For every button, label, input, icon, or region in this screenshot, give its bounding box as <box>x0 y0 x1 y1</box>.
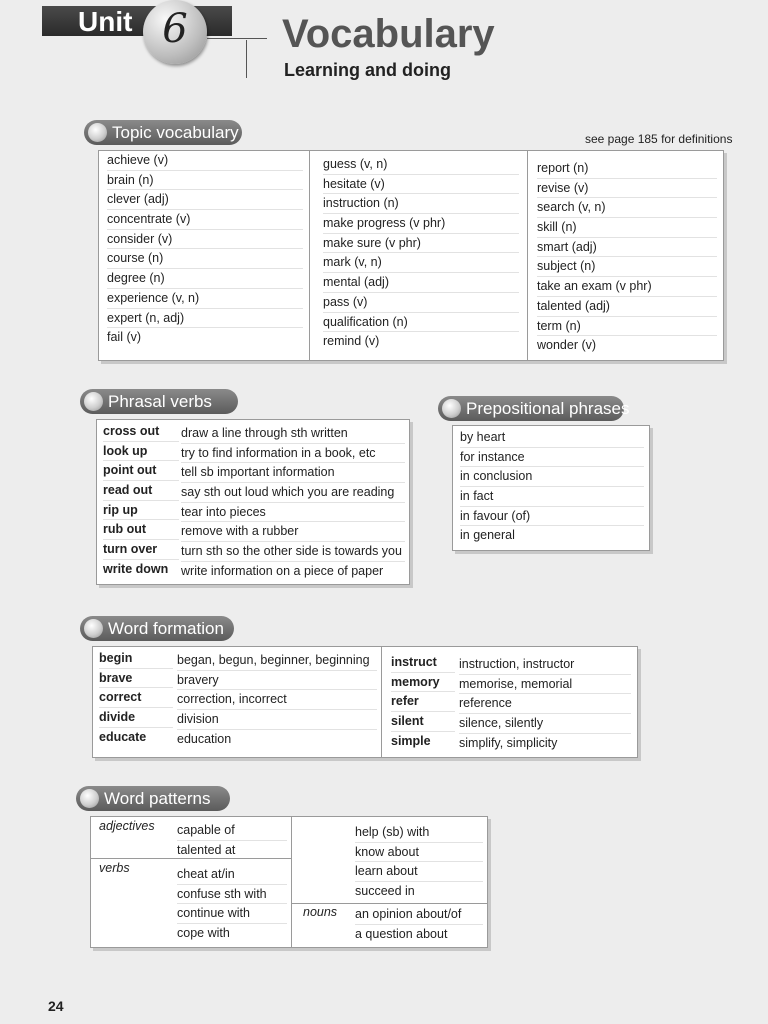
derived-forms: education <box>177 731 232 746</box>
nouns-label: nouns <box>303 905 338 919</box>
phrasal-meaning: draw a line through sth written <box>181 424 405 444</box>
right-verbs-col <box>355 823 483 902</box>
list-item: brain (n) <box>107 171 303 191</box>
column-divider <box>527 151 528 360</box>
list-item: expert (n, adj) <box>107 309 303 329</box>
list-item: term (n) <box>537 317 717 337</box>
list-item: instruction (n) <box>323 194 519 214</box>
phrasal-meaning: turn sth so the other side is towards you <box>181 542 405 562</box>
topic-col-1 <box>107 151 303 348</box>
derived-forms: reference <box>459 694 631 714</box>
list-item: concentrate (v) <box>107 210 303 230</box>
phrasal-verbs-col <box>103 422 179 580</box>
header-divider <box>207 38 267 39</box>
word-formation-table <box>92 646 638 758</box>
pattern-item: succeed in <box>355 884 415 899</box>
pattern-item: an opinion about/of <box>355 905 483 925</box>
column-divider <box>381 647 382 757</box>
pattern-item: cheat at/in <box>177 865 287 885</box>
column-divider <box>309 151 310 360</box>
list-item: revise (v) <box>537 179 717 199</box>
phrasal-meaning: tell sb important information <box>181 463 405 483</box>
pattern-item: cope with <box>177 926 230 941</box>
phrasal-meaning: write information on a piece of paper <box>181 563 384 578</box>
topic-vocabulary-heading <box>84 120 242 145</box>
list-item: consider (v) <box>107 230 303 250</box>
pattern-item: know about <box>355 843 483 863</box>
column-divider <box>291 817 292 947</box>
base-word: instruct <box>391 653 455 673</box>
phrasal-verb: read out <box>103 481 179 501</box>
base-word: brave <box>99 669 173 689</box>
base-word: simple <box>391 733 431 748</box>
base-word: correct <box>99 688 173 708</box>
list-item: skill (n) <box>537 218 717 238</box>
adjectives-col <box>177 821 287 860</box>
list-item: guess (v, n) <box>323 155 519 175</box>
base-word: educate <box>99 729 147 744</box>
list-item: course (n) <box>107 249 303 269</box>
derived-forms: correction, incorrect <box>177 690 377 710</box>
phrasal-meanings-col <box>181 424 405 582</box>
prepositional-phrases-heading <box>438 396 630 421</box>
formation-right-forms <box>459 655 631 753</box>
section-heading-label: Topic vocabulary <box>112 123 239 142</box>
bullet-icon <box>88 123 107 142</box>
list-item: experience (v, n) <box>107 289 303 309</box>
bullet-icon <box>442 399 461 418</box>
derived-forms: bravery <box>177 671 377 691</box>
phrasal-verbs-heading <box>80 389 238 414</box>
list-item: search (v, n) <box>537 198 717 218</box>
list-item: clever (adj) <box>107 190 303 210</box>
list-item: in fact <box>460 487 644 507</box>
phrasal-meaning: tear into pieces <box>181 503 405 523</box>
derived-forms: instruction, instructor <box>459 655 631 675</box>
phrasal-meaning: say sth out loud which you are reading <box>181 483 405 503</box>
derived-forms: division <box>177 710 377 730</box>
phrasal-verb: look up <box>103 442 179 462</box>
page-title: Vocabulary <box>282 12 495 56</box>
row-divider <box>291 903 487 904</box>
list-item: smart (adj) <box>537 238 717 258</box>
base-word: refer <box>391 692 455 712</box>
section-heading-label: Prepositional phrases <box>466 399 630 418</box>
formation-right-words <box>391 653 455 751</box>
list-item: mark (v, n) <box>323 253 519 273</box>
phrasal-verb: turn over <box>103 540 179 560</box>
topic-col-2 <box>323 155 519 352</box>
verbs-col <box>177 865 287 944</box>
list-item: by heart <box>460 428 644 448</box>
nouns-col <box>355 905 483 944</box>
list-item: qualification (n) <box>323 313 519 333</box>
prepositional-col <box>460 428 644 546</box>
word-formation-heading <box>80 616 234 641</box>
list-item: talented (adj) <box>537 297 717 317</box>
unit-number: 6 <box>162 6 188 52</box>
section-heading-label: Word formation <box>108 619 224 638</box>
topic-col-3 <box>537 159 717 356</box>
definitions-note: see page 185 for definitions <box>585 132 733 146</box>
unit-label: Unit <box>78 6 133 37</box>
pattern-item: help (sb) with <box>355 823 483 843</box>
page-subtitle: Learning and doing <box>284 60 451 80</box>
phrasal-verb: rub out <box>103 520 179 540</box>
list-item: in conclusion <box>460 467 644 487</box>
bullet-icon <box>84 619 103 638</box>
list-item: mental (adj) <box>323 273 519 293</box>
phrasal-verb: cross out <box>103 422 179 442</box>
topic-vocabulary-table <box>98 150 724 361</box>
prepositional-phrases-table <box>452 425 650 551</box>
phrasal-verbs-table <box>96 419 410 585</box>
word-patterns-table <box>90 816 488 948</box>
list-item: in general <box>460 528 515 543</box>
phrasal-meaning: try to find information in a book, etc <box>181 444 405 464</box>
list-item: take an exam (v phr) <box>537 277 717 297</box>
bullet-icon <box>80 789 99 808</box>
phrasal-verb: write down <box>103 561 169 576</box>
header-vertical-divider <box>246 40 247 78</box>
derived-forms: silence, silently <box>459 714 631 734</box>
formation-left-forms <box>177 651 377 749</box>
pattern-item: talented at <box>177 842 236 857</box>
derived-forms: memorise, memorial <box>459 675 631 695</box>
list-item: remind (v) <box>323 334 380 349</box>
list-item: pass (v) <box>323 293 519 313</box>
phrasal-meaning: remove with a rubber <box>181 522 405 542</box>
base-word: memory <box>391 673 455 693</box>
pattern-item: continue with <box>177 904 287 924</box>
formation-left-words <box>99 649 173 747</box>
pattern-item: capable of <box>177 821 287 841</box>
list-item: degree (n) <box>107 269 303 289</box>
base-word: silent <box>391 712 455 732</box>
section-heading-label: Word patterns <box>104 789 211 808</box>
section-heading-label: Phrasal verbs <box>108 392 212 411</box>
list-item: fail (v) <box>107 330 142 345</box>
base-word: divide <box>99 708 173 728</box>
list-item: make progress (v phr) <box>323 214 519 234</box>
word-patterns-heading <box>76 786 230 811</box>
pattern-item: learn about <box>355 862 483 882</box>
derived-forms: simplify, simplicity <box>459 735 558 750</box>
derived-forms: began, begun, beginner, beginning <box>177 651 377 671</box>
list-item: make sure (v phr) <box>323 234 519 254</box>
base-word: begin <box>99 649 173 669</box>
pattern-item: confuse sth with <box>177 885 287 905</box>
list-item: wonder (v) <box>537 338 597 353</box>
list-item: report (n) <box>537 159 717 179</box>
pattern-item: a question about <box>355 926 448 941</box>
phrasal-verb: point out <box>103 461 179 481</box>
list-item: in favour (of) <box>460 507 644 527</box>
list-item: achieve (v) <box>107 151 303 171</box>
verbs-label: verbs <box>99 861 130 875</box>
page-number: 24 <box>48 998 64 1014</box>
list-item: hesitate (v) <box>323 175 519 195</box>
phrasal-verb: rip up <box>103 501 179 521</box>
bullet-icon <box>84 392 103 411</box>
list-item: subject (n) <box>537 257 717 277</box>
list-item: for instance <box>460 448 644 468</box>
adjectives-label: adjectives <box>99 819 155 833</box>
